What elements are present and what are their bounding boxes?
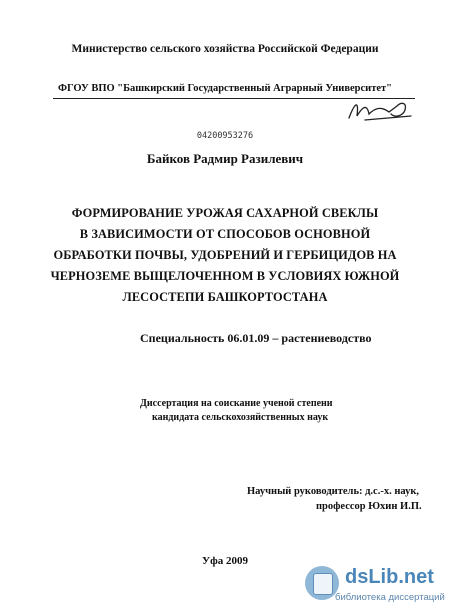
dissertation-line: Диссертация на соискание ученой степени [140,398,333,409]
title-line: ЛЕСОСТЕПИ БАШКОРТОСТАНА [122,290,328,304]
document-id: 04200953276 [196,131,254,141]
title-line: ЧЕРНОЗЕМЕ ВЫЩЕЛОЧЕННОМ В УСЛОВИЯХ ЮЖНОЙ [50,269,400,283]
city-year: Уфа 2009 [202,555,248,567]
watermark-subtitle: библиотека диссертаций [335,592,445,603]
watermark[interactable] [305,566,445,608]
specialty-line: Специальность 06.01.09 – растениеводство [140,331,372,345]
supervisor-line: Научный руководитель: д.с.-х. наук, [247,486,420,497]
supervisor-line: профессор Юхин И.П. [316,501,422,512]
author-name: Байков Радмир Разилевич [146,151,304,166]
title-line: ОБРАБОТКИ ПОЧВЫ, УДОБРЕНИЙ И ГЕРБИЦИДОВ НА [53,248,397,262]
dissertation-line: кандидата сельскохозяйственных наук [152,412,329,423]
book-icon [305,566,339,600]
university-heading: ФГОУ ВПО "Башкирский Государственный Аграрный Университет" [57,83,393,94]
ministry-heading: Министерство сельского хозяйства Российской Федерации [71,43,379,55]
title-line: В ЗАВИСИМОСТИ ОТ СПОСОБОВ ОСНОВНОЙ [79,227,371,241]
signature-icon [345,96,415,126]
title-line: ФОРМИРОВАНИЕ УРОЖАЯ САХАРНОЙ СВЕКЛЫ [71,206,379,220]
watermark-site: dsLib.net [345,566,434,588]
